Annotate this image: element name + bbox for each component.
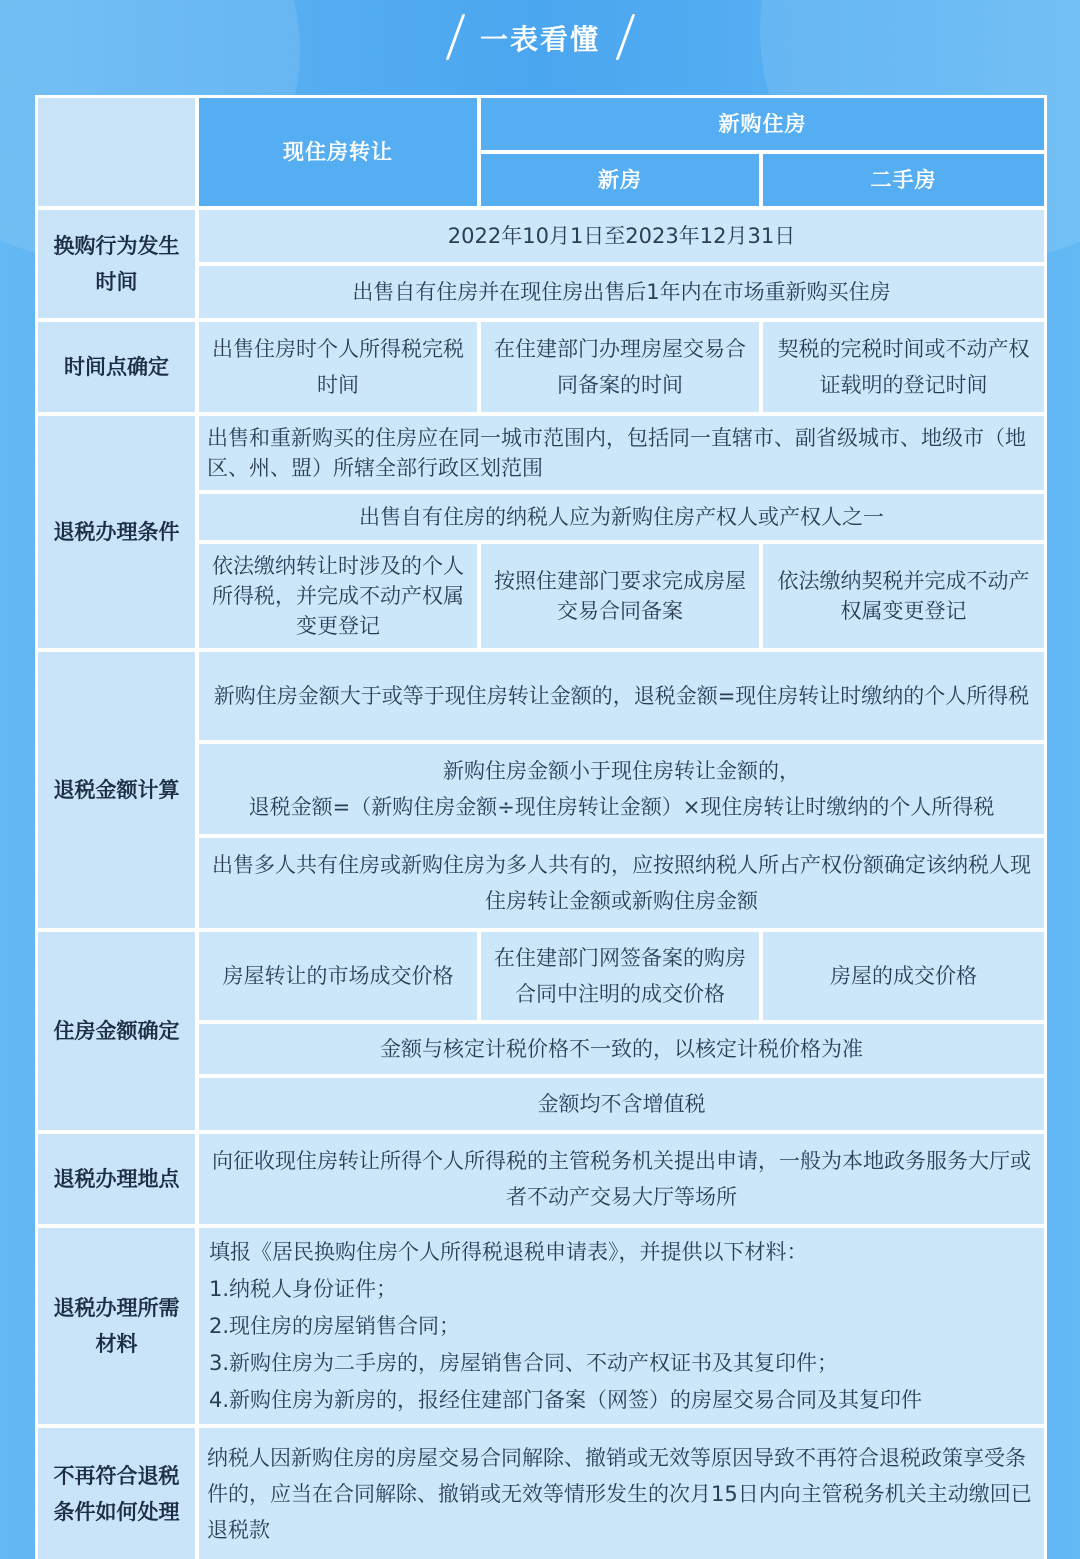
row-label-materials: 退税办理所需材料 <box>38 1228 195 1424</box>
col-header-new-purchase: 新购住房 <box>481 98 1044 150</box>
price-current-cell: 房屋转让的市场成交价格 <box>199 932 477 1020</box>
calc-rule-3-cell: 出售多人共有住房或新购住房为多人共有的，应按照纳税人所占产权份额确定该纳税人现住房转让金额或新购住房金额 <box>199 838 1044 928</box>
materials-intro: 填报《居民换购住房个人所得税退税申请表》，并提供以下材料： <box>209 1240 808 1264</box>
condition-second-hand-cell: 依法缴纳契税并完成不动产权属变更登记 <box>763 544 1044 648</box>
condition-current-cell: 依法缴纳转让时涉及的个人所得税，并完成不动产权属变更登记 <box>199 544 477 648</box>
price-new-house-cell: 在住建部门网签备案的购房合同中注明的成交价格 <box>481 932 759 1020</box>
row-label-conditions: 退税办理条件 <box>38 416 195 648</box>
materials-item-1: 1.纳税人身份证件； <box>209 1277 398 1301</box>
row-label-amount-determination: 住房金额确定 <box>38 932 195 1130</box>
row-label-location: 退税办理地点 <box>38 1134 195 1224</box>
calc-rule-2-line-2: 退税金额=（新购住房金额÷现住房转让金额）×现住房转让时缴纳的个人所得税 <box>248 795 995 819</box>
non-compliance-cell: 纳税人因新购住房的房屋交易合同解除、撤销或无效等原因导致不再符合退税政策享受条件的，应当在合同解除、撤销或无效等情形发生的次月15日内向主管税务机关主动缴回已退税款 <box>199 1428 1044 1559</box>
row-label-non-compliance: 不再符合退税条件如何处理 <box>38 1428 195 1559</box>
materials-item-2: 2.现住房的房屋销售合同； <box>209 1314 461 1338</box>
time-point-new-house-cell: 在住建部门办理房屋交易合同备案的时间 <box>481 322 759 412</box>
calc-rule-2-cell <box>199 744 1044 834</box>
materials-cell <box>199 1228 1044 1424</box>
date-range-cell: 2022年10月1日至2023年12月31日 <box>199 210 1044 262</box>
col-header-new-house: 新房 <box>481 154 759 206</box>
page-header <box>0 0 1080 90</box>
calc-rule-1-cell: 新购住房金额大于或等于现住房转让金额的，退税金额=现住房转让时缴纳的个人所得税 <box>199 652 1044 740</box>
page-title: 一表看懂 <box>479 23 600 56</box>
title-wrap <box>440 12 640 62</box>
row-label-time-point: 时间点确定 <box>38 322 195 412</box>
rebuy-rule-cell: 出售自有住房并在现住房出售后1年内在市场重新购买住房 <box>199 266 1044 318</box>
time-point-current-cell: 出售住房时个人所得税完税时间 <box>199 322 477 412</box>
corner-cell <box>38 98 195 206</box>
price-second-hand-cell: 房屋的成交价格 <box>763 932 1044 1020</box>
price-note-2-cell: 金额均不含增值税 <box>199 1078 1044 1130</box>
materials-item-3: 3.新购住房为二手房的，房屋销售合同、不动产权证书及其复印件； <box>209 1351 839 1375</box>
materials-item-4: 4.新购住房为新房的，报经住建部门备案（网签）的房屋交易合同及其复印件 <box>209 1388 923 1412</box>
col-header-current: 现住房转让 <box>199 98 477 206</box>
policy-table <box>35 95 1047 1559</box>
location-cell: 向征收现住房转让所得个人所得税的主管税务机关提出申请，一般为本地政务服务大厅或者不动产交易大厅等场所 <box>199 1134 1044 1224</box>
condition-new-house-cell: 按照住建部门要求完成房屋交易合同备案 <box>481 544 759 648</box>
col-header-second-hand: 二手房 <box>763 154 1044 206</box>
calc-rule-2-line-1: 新购住房金额小于现住房转让金额的， <box>443 759 800 783</box>
row-label-time-period: 换购行为发生时间 <box>38 210 195 318</box>
time-point-second-hand-cell: 契税的完税时间或不动产权证载明的登记时间 <box>763 322 1044 412</box>
row-label-amount-calc: 退税金额计算 <box>38 652 195 928</box>
taxpayer-condition-cell: 出售自有住房的纳税人应为新购住房产权人或产权人之一 <box>199 494 1044 540</box>
price-note-1-cell: 金额与核定计税价格不一致的，以核定计税价格为准 <box>199 1024 1044 1074</box>
same-city-condition-cell: 出售和重新购买的住房应在同一城市范围内，包括同一直辖市、副省级城市、地级市（地区、州、盟）所辖全部行政区划范围 <box>199 416 1044 490</box>
